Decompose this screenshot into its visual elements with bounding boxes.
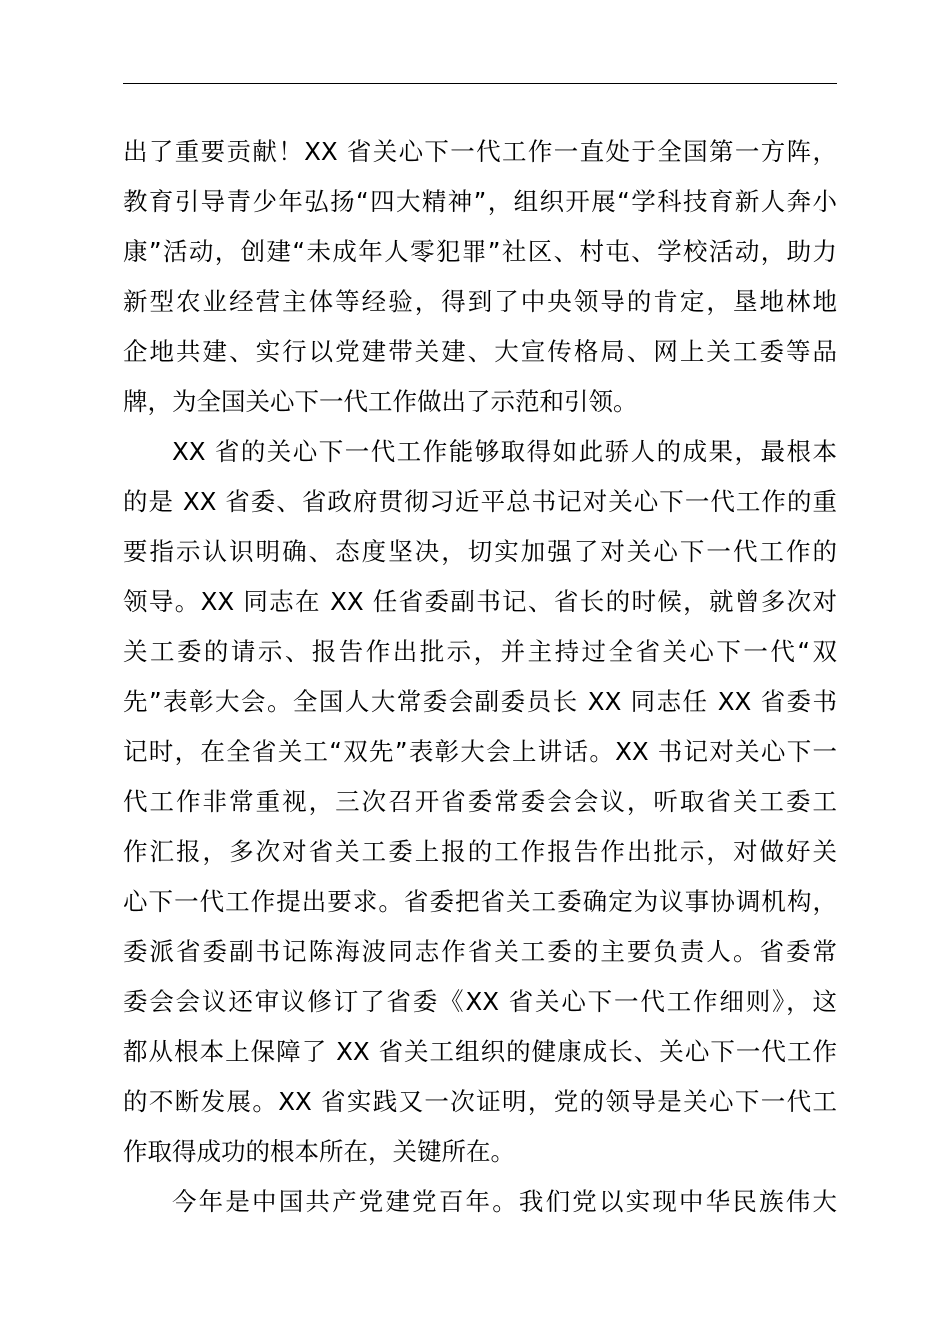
paragraph-3 bbox=[123, 1177, 837, 1227]
body-text bbox=[123, 127, 837, 1227]
text-line: 都从根本上保障了 XX 省关工组织的健康成长、关心下一代工作 bbox=[123, 1037, 837, 1066]
text-line: 代工作非常重视，三次召开省委常委会会议，听取省关工委工 bbox=[123, 787, 837, 816]
paragraph-1 bbox=[123, 127, 837, 427]
text-line: 出了重要贡献！XX 省关心下一代工作一直处于全国第一方阵， bbox=[123, 137, 837, 166]
text-line: 的是 XX 省委、省政府贯彻习近平总书记对关心下一代工作的重 bbox=[123, 487, 837, 516]
text-line: 记时，在全省关工“双先”表彰大会上讲话。XX 书记对关心下一 bbox=[123, 737, 837, 766]
text-line: 新型农业经营主体等经验，得到了中央领导的肯定，垦地林地 bbox=[123, 287, 837, 316]
text-line: 要指示认识明确、态度坚决，切实加强了对关心下一代工作的 bbox=[123, 537, 837, 566]
text-line: 的不断发展。XX 省实践又一次证明，党的领导是关心下一代工 bbox=[123, 1087, 837, 1116]
text-line: 作取得成功的根本所在，关键所在。 bbox=[123, 1137, 515, 1166]
text-line: 领导。XX 同志在 XX 任省委副书记、省长的时候，就曾多次对 bbox=[123, 587, 837, 616]
text-line: XX 省的关心下一代工作能够取得如此骄人的成果，最根本 bbox=[172, 437, 837, 466]
header-rule bbox=[123, 83, 837, 84]
text-line: 今年是中国共产党建党百年。我们党以实现中华民族伟大 bbox=[172, 1187, 837, 1216]
text-line: 关工委的请示、报告作出批示，并主持过全省关心下一代“双 bbox=[123, 637, 837, 666]
text-line: 委会会议还审议修订了省委《XX 省关心下一代工作细则》，这 bbox=[123, 987, 837, 1016]
text-line: 心下一代工作提出要求。省委把省关工委确定为议事协调机构， bbox=[123, 887, 837, 916]
text-line: 先”表彰大会。全国人大常委会副委员长 XX 同志任 XX 省委书 bbox=[123, 687, 837, 716]
text-line: 康”活动，创建“未成年人零犯罪”社区、村屯、学校活动，助力 bbox=[123, 237, 837, 266]
text-line: 企地共建、实行以党建带关建、大宣传格局、网上关工委等品 bbox=[123, 337, 837, 366]
text-line: 牌，为全国关心下一代工作做出了示范和引领。 bbox=[123, 387, 638, 416]
text-line: 教育引导青少年弘扬“四大精神”，组织开展“学科技育新人奔小 bbox=[123, 187, 837, 216]
paragraph-2 bbox=[123, 427, 837, 1177]
text-line: 作汇报，多次对省关工委上报的工作报告作出批示，对做好关 bbox=[123, 837, 837, 866]
text-line: 委派省委副书记陈海波同志作省关工委的主要负责人。省委常 bbox=[123, 937, 837, 966]
